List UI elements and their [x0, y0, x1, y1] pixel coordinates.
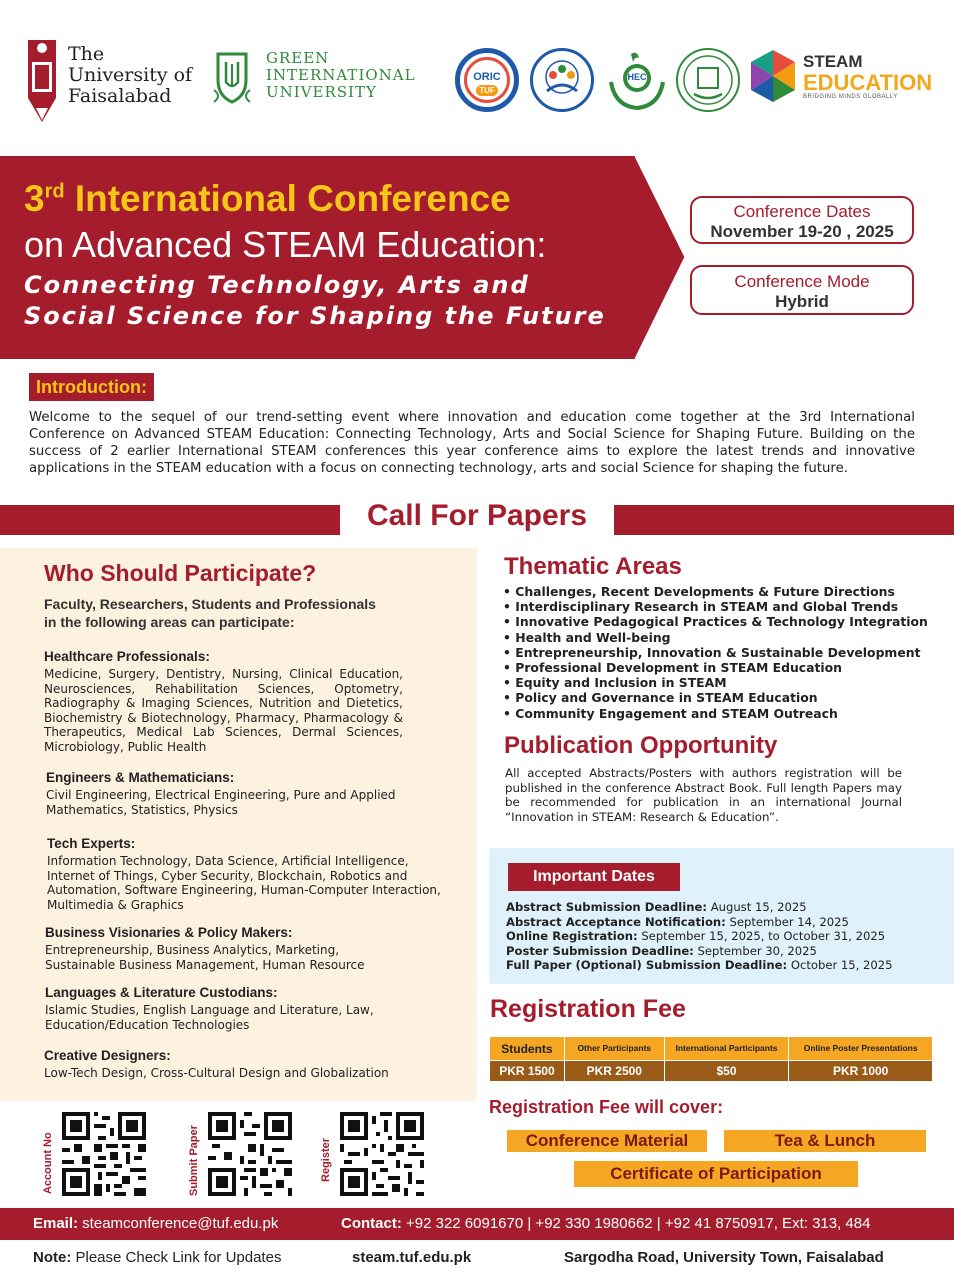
subtitle-line1: Connecting Technology, Arts and — [24, 271, 530, 299]
date-key: Abstract Acceptance Notification: — [506, 914, 726, 929]
mode-value: Hybrid — [775, 292, 829, 311]
dates-value: November 19-20 , 2025 — [710, 222, 894, 241]
participate-intro — [44, 595, 376, 631]
qr-label: Register — [320, 1137, 332, 1182]
footer-address: Sargodha Road, University Town, Faisalabad — [564, 1249, 884, 1266]
conference-dates-box — [690, 196, 914, 244]
giu-line3: UNIVERSITY — [266, 83, 377, 101]
category-title: Tech Experts: — [47, 836, 136, 851]
table-row — [490, 1037, 933, 1061]
qr-label: Submit Paper — [188, 1125, 200, 1196]
table-row — [490, 1061, 933, 1082]
shield-leaf-icon — [210, 50, 254, 104]
date-item — [506, 944, 893, 959]
fee-header: International Participants — [664, 1037, 789, 1061]
hec-seal-logo — [605, 48, 669, 112]
publication-text: All accepted Abstracts/Posters with authors registration will be published in the conference Abstract Book. Full length Papers may be recommended for publication in an international Journal “Innovation in STEAM: Research & Education”. — [505, 766, 902, 824]
category-healthcare — [44, 649, 403, 754]
date-item — [506, 915, 893, 930]
category-title: Languages & Literature Custodians: — [45, 985, 278, 1000]
punjab-hec-seal-logo — [676, 48, 740, 112]
date-key: Abstract Submission Deadline: — [506, 900, 708, 914]
date-item — [506, 929, 893, 944]
fee-cover-title: Registration Fee will cover: — [489, 1097, 724, 1117]
date-item — [506, 958, 893, 973]
category-tech — [47, 836, 447, 912]
oric-label: ORIC — [473, 71, 501, 83]
giu-logo — [210, 50, 430, 106]
tuf-logo — [22, 34, 197, 124]
list-item: • Challenges, Recent Developments & Future Directions — [503, 584, 928, 599]
conference-mode-box — [690, 265, 914, 315]
fee-value: PKR 1000 — [789, 1061, 933, 1082]
conference-title-line1 — [24, 178, 511, 220]
footer-contact — [341, 1215, 870, 1232]
category-languages — [45, 985, 385, 1032]
fee-header: Students — [490, 1037, 565, 1061]
cover-item: Tea & Lunch — [724, 1130, 926, 1152]
cover-item: Certificate of Participation — [574, 1161, 858, 1187]
qr-pattern-icon — [62, 1112, 146, 1196]
list-item: • Professional Development in STEAM Education — [503, 660, 928, 675]
date-value: August 15, 2025 — [707, 900, 807, 914]
participate-title: Who Should Participate? — [44, 560, 317, 586]
list-item: • Equity and Inclusion in STEAM — [503, 675, 928, 690]
punjab-crest-icon — [678, 50, 738, 110]
list-item: • Entrepreneurship, Innovation & Sustainable Development — [503, 645, 928, 660]
pencil-crest-icon — [22, 34, 62, 124]
category-body: Civil Engineering, Electrical Engineering, Pure and Applied Mathematics, Statistics, Physics — [46, 788, 396, 817]
submit-paper-qr-code[interactable] — [208, 1112, 292, 1196]
publication-title: Publication Opportunity — [504, 732, 778, 759]
fee-value: PKR 2500 — [564, 1061, 664, 1082]
subtitle-line2: Social Science for Shaping the Future — [24, 302, 606, 330]
giu-line1: GREEN — [266, 49, 330, 67]
list-item: • Interdisciplinary Research in STEAM and Global Trends — [503, 599, 928, 614]
website-link[interactable]: steam.tuf.edu.pk — [352, 1249, 472, 1266]
hec-label: HEC — [627, 72, 647, 82]
email-link[interactable]: steamconference@tuf.edu.pk — [78, 1215, 279, 1232]
call-for-papers-title: Call For Papers — [366, 499, 588, 532]
tuf-line3: Faisalabad — [68, 85, 172, 107]
tuf-line1: The — [68, 43, 105, 65]
category-body: Information Technology, Data Science, Artificial Intelligence, Internet of Things, Cyber Security, Blockchain, Robotics and Automation, Software Engineering, Human-Computer Interaction, Multimedia & Graphics — [47, 854, 441, 912]
register-qr-code[interactable] — [340, 1112, 424, 1196]
oric-seal-logo — [455, 48, 519, 112]
steam-line2: EDUCATION — [803, 70, 933, 95]
date-key: Online Registration: — [506, 929, 638, 943]
category-title: Creative Designers: — [44, 1048, 171, 1063]
participate-intro-line1: Faculty, Researchers, Students and Professionals — [44, 596, 376, 612]
category-body: Entrepreneurship, Business Analytics, Marketing, Sustainable Business Management, Human Resource — [45, 943, 365, 972]
mode-label: Conference Mode — [734, 272, 870, 291]
registration-fee-table — [489, 1036, 933, 1082]
important-dates-label: Important Dates — [508, 863, 680, 891]
ordinal-suffix: rd — [44, 180, 65, 203]
steam-education-logo — [745, 48, 940, 110]
category-title: Business Visionaries & Policy Makers: — [45, 925, 293, 940]
introduction-text: Welcome to the sequel of our trend-setting event where innovation and education come together at the 3rd International Conference on Advanced STEAM Education: Connecting Technology, Arts and Social Science for Shaping Future. Building on the success of 2 earlier International STEAM conferences this year conference aims to explore the latest trends and innovative applications in the STEAM education with a focus on connecting technology, arts and social Science for shaping the future. — [29, 410, 915, 476]
introduction-label: Introduction: — [29, 373, 154, 401]
conference-subtitle — [24, 270, 606, 332]
date-value: October 15, 2025 — [787, 958, 893, 972]
cfp-left-bar — [0, 505, 340, 535]
tuf-line2: University of — [68, 64, 193, 86]
contact-numbers: +92 322 6091670 | +92 330 1980662 | +92 41 8750917, Ext: 313, 484 — [401, 1215, 871, 1232]
category-title: Engineers & Mathematicians: — [46, 770, 235, 785]
title-line1-rest: International Conference — [64, 178, 511, 219]
dates-label: Conference Dates — [733, 202, 871, 221]
category-body: Low-Tech Design, Cross-Cultural Design and Globalization — [44, 1066, 389, 1080]
giu-line2: INTERNATIONAL — [266, 66, 416, 84]
cfp-right-bar — [614, 505, 954, 535]
thematic-areas-list — [503, 584, 928, 721]
steam-line1: STEAM — [803, 52, 863, 71]
contact-label: Contact: — [341, 1215, 402, 1232]
category-engineers — [46, 770, 406, 817]
fee-header: Online Poster Presentations — [789, 1037, 933, 1061]
qr-pattern-icon — [208, 1112, 292, 1196]
ordinal-number: 3 — [24, 178, 45, 219]
important-dates-list — [506, 900, 893, 973]
date-value: September 30, 2025 — [693, 943, 817, 958]
date-value: September 14, 2025 — [725, 914, 849, 929]
date-value: September 15, 2025, to October 31, 2025 — [637, 929, 886, 943]
footer-email — [33, 1215, 278, 1232]
steam-hexagon-icon — [745, 48, 801, 104]
fee-value: $50 — [664, 1061, 789, 1082]
list-item: • Community Engagement and STEAM Outreach — [503, 706, 928, 721]
category-body: Islamic Studies, English Language and Literature, Law, Education/Education Technologies — [45, 1003, 374, 1032]
date-key: Full Paper (Optional) Submission Deadline: — [506, 958, 788, 972]
list-item: • Innovative Pedagogical Practices & Technology Integration — [503, 614, 928, 629]
category-body: Medicine, Surgery, Dentistry, Nursing, Clinical Education, Neurosciences, Rehabilitation Sciences, Optometry, Radiography & Imaging Sciences, Nutrition and Dietetics, Biochemistry & Biotechnology, Pharmacy, Pharmacology & Therapeutics, Medical Lab Sciences, Dermal Sciences, Microbiology, Public Health — [44, 667, 403, 754]
date-key: Poster Submission Deadline: — [506, 943, 694, 958]
fee-value: PKR 1500 — [490, 1061, 565, 1082]
people-network-icon — [533, 51, 591, 109]
footer-note — [33, 1249, 281, 1266]
registration-fee-title: Registration Fee — [490, 995, 686, 1023]
category-title: Healthcare Professionals: — [44, 649, 210, 664]
qr-label: Account No — [42, 1132, 54, 1194]
cover-item: Conference Material — [507, 1130, 707, 1152]
category-creative — [44, 1048, 444, 1081]
fee-header: Other Participants — [564, 1037, 664, 1061]
category-business — [45, 925, 385, 972]
date-item — [506, 900, 893, 915]
thematic-areas-title: Thematic Areas — [504, 553, 682, 580]
international-library-seal-logo — [530, 48, 594, 112]
steam-line3: BRIDGING MINDS GLOBALLY — [803, 94, 898, 100]
conference-title-line2: on Advanced STEAM Education: — [24, 224, 547, 265]
account-qr-code[interactable] — [62, 1112, 146, 1196]
list-item: • Health and Well-being — [503, 630, 928, 645]
list-item: • Policy and Governance in STEAM Education — [503, 690, 928, 705]
qr-pattern-icon — [340, 1112, 424, 1196]
participate-intro-line2: in the following areas can participate: — [44, 614, 295, 630]
note-label: Note: — [33, 1249, 72, 1266]
oric-sub: TUF — [476, 85, 498, 96]
note-text: Please Check Link for Updates — [71, 1249, 282, 1266]
email-label: Email: — [33, 1215, 79, 1232]
